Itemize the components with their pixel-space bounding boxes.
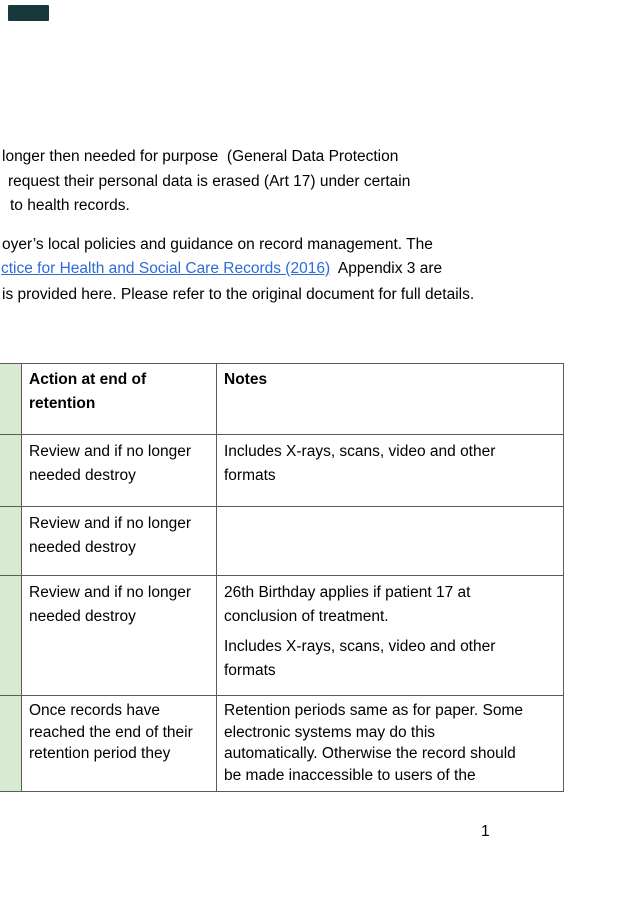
body-text-line: oyer’s local policies and guidance on record management. The (2, 236, 433, 253)
retention-table-wrapper (0, 363, 564, 792)
category-header-cell (0, 364, 22, 435)
body-text-line: longer then needed for purpose (General Data Protection (2, 148, 399, 165)
dark-toolbar-fragment (8, 5, 49, 21)
notes-header-cell: Notes (217, 364, 564, 435)
category-cell (0, 507, 22, 576)
note-paragraph: Retention periods same as for paper. Some electronic systems may do this automatically. Otherwise the record should be made inaccessible to users of the (224, 702, 523, 784)
action-cell: Review and if no longer needed destroy (22, 507, 217, 576)
body-text-line: to health records. (10, 197, 130, 214)
notes-cell (217, 435, 564, 507)
note-paragraph: Includes X-rays, scans, video and other formats (224, 638, 496, 679)
body-text-after-link: Appendix 3 are (330, 260, 443, 277)
category-cell (0, 576, 22, 696)
table-row (0, 507, 564, 576)
table-row (0, 576, 564, 696)
body-text-line: request their personal data is erased (Art 17) under certain (8, 173, 411, 190)
note-paragraph: 26th Birthday applies if patient 17 at conclusion of treatment. (224, 584, 471, 625)
action-header-cell: Action at end of retention (22, 364, 217, 435)
category-cell (0, 696, 22, 792)
table-row (0, 696, 564, 792)
body-text-line (1, 257, 442, 282)
page-number: 1 (481, 823, 490, 840)
action-cell: Review and if no longer needed destroy (22, 435, 217, 507)
category-cell (0, 435, 22, 507)
table-header-row (0, 364, 564, 435)
retention-table (0, 363, 564, 792)
note-paragraph: Includes X-rays, scans, video and other formats (224, 443, 496, 484)
records-code-of-practice-link[interactable]: ctice for Health and Social Care Records (2016) (1, 260, 331, 277)
table-row (0, 435, 564, 507)
body-text-line: is provided here. Please refer to the original document for full details. (2, 286, 475, 303)
action-cell: Review and if no longer needed destroy (22, 576, 217, 696)
notes-cell (217, 507, 564, 576)
notes-cell (217, 696, 564, 792)
action-cell: Once records have reached the end of their retention period they (22, 696, 217, 792)
notes-cell (217, 576, 564, 696)
